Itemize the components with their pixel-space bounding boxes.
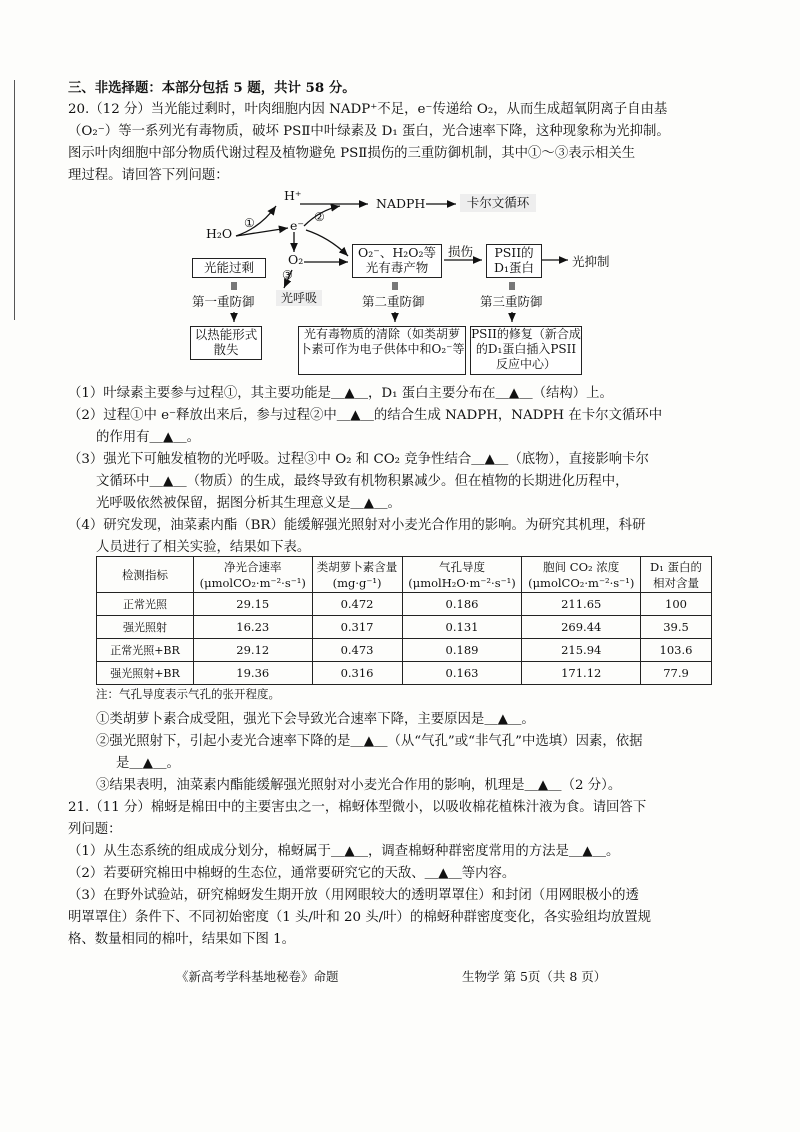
table-cell: 39.5 xyxy=(641,616,712,639)
table-cell: 0.163 xyxy=(402,662,522,685)
q20-question-4: （4）研究发现，油菜素内酯（BR）能缓解强光照射对小麦光合作用的影响。为研究其机理，科研 xyxy=(68,518,646,533)
footer-page-number: 生物学 第 5页（共 8 页） xyxy=(462,969,607,984)
damage-label: 损伤 xyxy=(448,244,474,259)
q21-question-3: （3）在野外试验站，研究棉蚜发生期开放（用网眼较大的透明罩罩住）和封闭（用网眼极小的透 xyxy=(68,888,639,903)
table-row xyxy=(97,639,712,662)
defense-2-label: 第二重防御 xyxy=(362,294,425,309)
table-cell: 强光照射 xyxy=(97,616,194,639)
header-carotenoid: 类胡萝卜素含量 (mg·g⁻¹) xyxy=(312,557,402,593)
table-cell: 269.44 xyxy=(522,616,641,639)
table-cell: 正常光照+BR xyxy=(97,639,194,662)
header-indicator: 检测指标 xyxy=(97,557,194,593)
table-cell: 29.15 xyxy=(194,593,313,616)
h2o-label: H₂O xyxy=(206,226,233,241)
table-cell: 强光照射+BR xyxy=(97,662,194,685)
q20-sub-3: ③结果表明，油菜素内酯能缓解强光照射对小麦光合作用的影响，机理是＿▲＿（2 分）。 xyxy=(96,778,622,793)
header-d1-protein: D₁ 蛋白的 相对含量 xyxy=(641,557,712,593)
q21-question-1: （1）从生态系统的组成成分划分，棉蚜属于＿▲＿，调查棉蚜种群密度常用的方法是＿▲＿。 xyxy=(68,844,620,859)
e-minus-label: e⁻ xyxy=(290,218,304,233)
table-cell: 29.12 xyxy=(194,639,313,662)
nadph-label: NADPH xyxy=(376,196,426,211)
header-net-photosynthesis: 净光合速率 (μmolCO₂·m⁻²·s⁻¹) xyxy=(194,557,313,593)
q20-question-3: （3）强光下可触发植物的光呼吸。过程③中 O₂ 和 CO₂ 竞争性结合＿▲＿（底物），直接影响卡尔 xyxy=(68,452,649,467)
q21-question-3-cont-1: 明罩罩住）条件下、不同初始密度（1 头/叶和 20 头/叶）的棉蚜种群密度变化，各实验组均放置规 xyxy=(68,910,651,925)
table-cell: 215.94 xyxy=(522,639,641,662)
table-cell: 77.9 xyxy=(641,662,712,685)
q20-question-2: （2）过程①中 e⁻释放出来后，参与过程②中＿▲＿的结合生成 NADPH，NADPH 在卡尔文循环中 xyxy=(68,408,663,423)
step-1-label: ① xyxy=(244,216,255,230)
header-stomatal-conductance: 气孔导度 (μmolH₂O·m⁻²·s⁻¹) xyxy=(402,557,522,593)
q21-question-2: （2）若要研究棉田中棉蚜的生态位，通常要研究它的天敌、＿▲＿等内容。 xyxy=(68,866,516,881)
table-cell: 0.473 xyxy=(312,639,402,662)
experiment-results-table xyxy=(96,556,712,685)
table-header-row xyxy=(97,557,712,593)
q20-intro-line-1: 20.（12 分）当光能过剩时，叶肉细胞内因 NADP⁺不足，e⁻传递给 O₂，从而生成超氧阴离子自由基 xyxy=(68,102,668,117)
calvin-cycle-label: 卡尔文循环 xyxy=(460,194,536,212)
q20-question-2-cont: 的作用有＿▲＿。 xyxy=(96,430,201,445)
light-excess-box: 光能过剩 xyxy=(192,258,266,278)
q21-line-2: 列问题： xyxy=(68,822,122,837)
section-header: 三、非选择题：本部分包括 5 题，共计 58 分。 xyxy=(68,80,356,96)
heat-dissipation-box: 以热能形式散失 xyxy=(190,326,262,360)
table-cell: 211.65 xyxy=(522,593,641,616)
table-row xyxy=(97,593,712,616)
photorespiration-label: 光呼吸 xyxy=(276,290,322,306)
q21-question-3-cont-2: 格、数量相同的棉叶，结果如下图 1。 xyxy=(68,932,296,947)
q20-question-3-cont-1: 文循环中＿▲＿（物质）的生成，最终导致有机物积累减少。但在植物的长期进化历程中， xyxy=(96,474,629,489)
o2-label: O₂ xyxy=(288,252,304,267)
table-cell: 103.6 xyxy=(641,639,712,662)
header-intercellular-co2: 胞间 CO₂ 浓度 (μmolCO₂·m⁻²·s⁻¹) xyxy=(522,557,641,593)
table-row xyxy=(97,662,712,685)
psii-d1-box: PSII的D₁蛋白 xyxy=(486,244,542,278)
table-cell: 0.131 xyxy=(402,616,522,639)
step-3-label: ③ xyxy=(282,268,293,282)
defense-mechanism-diagram xyxy=(180,188,640,378)
q20-sub-2-cont: 是＿▲＿。 xyxy=(116,756,180,771)
table-cell: 0.317 xyxy=(312,616,402,639)
margin-line xyxy=(14,80,15,320)
q20-question-1: （1）叶绿素主要参与过程①，其主要功能是＿▲＿，D₁ 蛋白主要分布在＿▲＿（结构）上。 xyxy=(68,386,613,401)
defense-3-label: 第三重防御 xyxy=(480,294,543,309)
table-cell: 0.189 xyxy=(402,639,522,662)
table-row xyxy=(97,616,712,639)
table-cell: 正常光照 xyxy=(97,593,194,616)
photoinhibition-label: 光抑制 xyxy=(572,254,610,269)
table-cell: 0.316 xyxy=(312,662,402,685)
q20-intro-line-2: （O₂⁻）等一系列光有毒物质，破坏 PSⅡ中叶绿素及 D₁ 蛋白，光合速率下降，这种现象称为光抑制。 xyxy=(68,124,670,139)
table-cell: 0.186 xyxy=(402,593,522,616)
table-cell: 100 xyxy=(641,593,712,616)
table-cell: 171.12 xyxy=(522,662,641,685)
table-cell: 0.472 xyxy=(312,593,402,616)
footer-left: 《新高考学科基地秘卷》命题 xyxy=(176,969,339,984)
q20-sub-1: ①类胡萝卜素合成受阻，强光下会导致光合速率下降，主要原因是＿▲＿。 xyxy=(96,712,535,727)
q20-intro-line-4: 理过程。请回答下列问题： xyxy=(68,168,229,183)
q20-intro-line-3: 图示叶肉细胞中部分物质代谢过程及植物避免 PSⅡ损伤的三重防御机制，其中①～③表示相关生 xyxy=(68,146,636,161)
q20-sub-2: ②强光照射下，引起小麦光合速率下降的是＿▲＿（从“气孔”或“非气孔”中选填）因素，依据 xyxy=(96,734,643,749)
table-cell: 16.23 xyxy=(194,616,313,639)
defense-1-label: 第一重防御 xyxy=(192,294,255,309)
toxic-removal-box: 光有毒物质的清除（如类胡萝卜素可作为电子供体中和O₂⁻等 xyxy=(298,326,466,375)
q21-line-1: 21.（11 分）棉蚜是棉田中的主要害虫之一，棉蚜体型微小，以吸收棉花植株汁液为食。请回答下 xyxy=(68,800,647,815)
q20-question-4-cont: 人员进行了相关实验，结果如下表。 xyxy=(96,540,311,555)
table-note: 注：气孔导度表示气孔的张开程度。 xyxy=(96,687,280,701)
toxic-products-box: O₂⁻、H₂O₂等光有毒产物 xyxy=(352,244,442,278)
psii-repair-box: PSII的修复（新合成的D₁蛋白插入PSII反应中心） xyxy=(470,326,582,375)
h-plus-label: H⁺ xyxy=(284,188,302,203)
q20-question-3-cont-2: 光呼吸依然被保留，据图分析其生理意义是＿▲＿。 xyxy=(96,496,401,511)
step-2-label: ② xyxy=(314,210,325,224)
table-cell: 19.36 xyxy=(194,662,313,685)
